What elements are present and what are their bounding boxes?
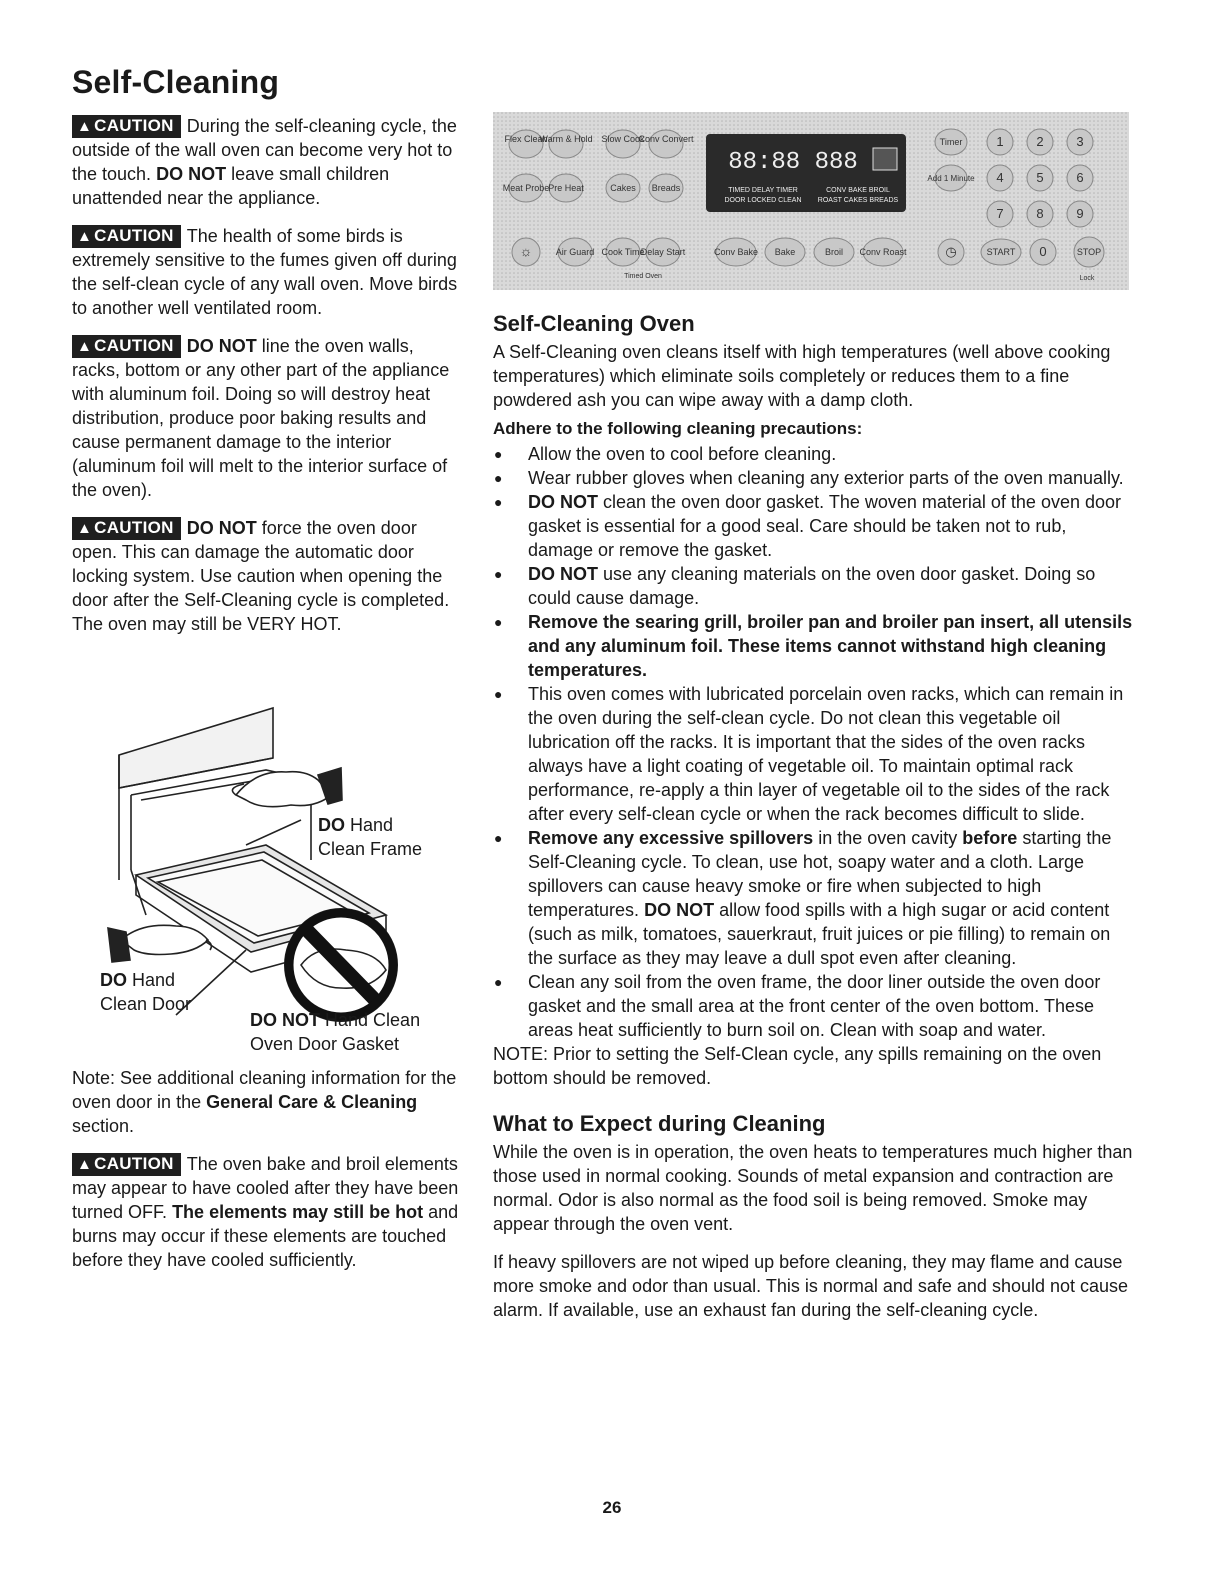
caution-paragraph-5: ▲ CAUTION The oven bake and broil elements may appear to have cooled after they have been turned OFF. The elements may still be hot and burns may occur if these elements are touched before they have cooled sufficiently. (72, 1154, 459, 1270)
svg-text:2: 2 (1036, 134, 1044, 149)
svg-text:Bake: Bake (774, 247, 796, 257)
list-item: ● DO NOT use any cleaning materials on the oven door gasket. Doing so could cause damage. (494, 564, 1096, 608)
page-title: Self-Cleaning (72, 64, 280, 100)
caution-badge: ▲ CAUTION (72, 335, 181, 358)
warning-triangle-icon: ▲ (77, 520, 93, 537)
door-note: Note: See additional cleaning information for the oven door in the General Care & Cleaning section. (72, 1068, 457, 1136)
svg-text:Timer: Timer (939, 137, 963, 147)
oven-intro: A Self-Cleaning oven cleans itself with high temperatures (well above cooking temperatures) which eliminate soils completely or reduces them to a fine powdered ash you can wipe away with a damp cloth. (493, 342, 1111, 410)
caution-badge: ▲ CAUTION (72, 115, 181, 138)
caution-paragraph-4: ▲ CAUTION DO NOT force the oven door open. This can damage the automatic door locking system. Use caution when opening the door after the Self-Cleaning cycle is completed. The oven may still be VERY HOT. (72, 518, 450, 634)
svg-text:Conv Convert: Conv Convert (638, 134, 694, 144)
svg-text:TIMED DELAY TIMER: TIMED DELAY TIMER (728, 187, 798, 194)
gasket-label: DO NOT Hand Clean Oven Door Gasket (250, 1010, 421, 1054)
svg-text:Add 1 Minute: Add 1 Minute (927, 174, 975, 183)
svg-text:DOOR LOCKED CLEAN: DOOR LOCKED CLEAN (724, 197, 802, 204)
page-number: 26 (602, 1498, 622, 1517)
svg-text:Cook Time: Cook Time (601, 247, 645, 257)
list-item: ● Clean any soil from the oven frame, the door liner outside the oven door gasket and the small area at the front center of the oven bottom. These areas heat sufficiently to burn soil on. Clean with soap and water. (494, 972, 1101, 1040)
svg-text:Conv Bake: Conv Bake (713, 247, 759, 257)
warning-triangle-icon: ▲ (77, 118, 93, 135)
section-heading-what-to-expect: What to Expect during Cleaning (493, 1111, 826, 1136)
svg-text:0: 0 (1039, 244, 1047, 259)
svg-text:Warm & Hold: Warm & Hold (539, 134, 593, 144)
svg-text:Delay Start: Delay Start (640, 247, 686, 257)
svg-text:CONV BAKE BROIL: CONV BAKE BROIL (826, 187, 890, 194)
svg-text:1: 1 (996, 134, 1004, 149)
svg-text:Lock: Lock (1079, 275, 1095, 282)
section-heading-self-cleaning-oven: Self-Cleaning Oven (493, 311, 695, 336)
clock-icon: ◷ (945, 244, 957, 259)
caution-paragraph-1: ▲ CAUTION During the self-cleaning cycle, the outside of the wall oven can become very hot to the touch. DO NOT leave small children unattended near the appliance. (72, 116, 457, 208)
control-panel-image (493, 112, 1129, 290)
svg-text:Meat Probe: Meat Probe (502, 183, 550, 193)
svg-text:5: 5 (1036, 170, 1044, 185)
svg-text:88:88 888: 88:88 888 (728, 149, 858, 176)
svg-text:Breads: Breads (651, 183, 681, 193)
list-item: ● This oven comes with lubricated porcelain oven racks, which can remain in the oven during the self-clean cycle. Do not clean this vegetable oil lubrication off the racks. It is important that the sides of the oven racks always have a light coating of vegetable oil. To maintain optimal rack performance, re-apply a thin layer of vegetable oil to the sides of the rack after every self-clean cycle or when the rack becomes difficult to slide. (494, 684, 1124, 824)
list-item: ● Allow the oven to cool before cleaning. (494, 444, 837, 464)
svg-text:7: 7 (996, 206, 1004, 221)
precautions-heading: Adhere to the following cleaning precautions: (493, 419, 863, 438)
light-icon: ☼ (519, 243, 533, 259)
right-column (493, 310, 1133, 1336)
caution-paragraph-3: ▲ CAUTION DO NOT line the oven walls, racks, bottom or any other part of the appliance with aluminum foil. Doing so will destroy heat distribution, produce poor baking results and cause permanent damage to the interior (aluminum foil will melt to the interior surface of the oven). (72, 336, 450, 500)
precautions-list (493, 442, 1133, 1042)
svg-text:3: 3 (1076, 134, 1084, 149)
svg-text:4: 4 (996, 170, 1004, 185)
warning-triangle-icon: ▲ (77, 1156, 93, 1173)
svg-text:9: 9 (1076, 206, 1084, 221)
expect-paragraph-2: If heavy spillovers are not wiped up before cleaning, they may flame and cause more smoke and odor than usual. This is normal and safe and should not cause alarm. If available, use an exhaust fan during the self-cleaning cycle. (493, 1252, 1129, 1320)
caution-badge: ▲ CAUTION (72, 517, 181, 540)
left-bottom (72, 1066, 468, 1286)
svg-text:6: 6 (1076, 170, 1084, 185)
list-item: ● Remove the searing grill, broiler pan and broiler pan insert, all utensils and any aluminum foil. These items cannot withstand high cleaning temperatures. (494, 612, 1133, 680)
svg-text:Pre Heat: Pre Heat (548, 183, 584, 193)
list-item: ● DO NOT clean the oven door gasket. The woven material of the oven door gasket is essential for a good seal. Care should be taken not to rub, damage or remove the gasket. (494, 492, 1122, 560)
caution-badge: ▲ CAUTION (72, 225, 181, 248)
frame-label: DO Hand Clean Frame (318, 815, 423, 859)
svg-text:Conv Roast: Conv Roast (859, 247, 907, 257)
svg-text:Slow Cook: Slow Cook (601, 134, 645, 144)
oven-cleaning-illustration (86, 700, 476, 1060)
svg-text:Flex Clean: Flex Clean (504, 134, 548, 144)
svg-text:Air Guard: Air Guard (555, 247, 595, 257)
list-item: ● Wear rubber gloves when cleaning any exterior parts of the oven manually. (494, 468, 1124, 488)
expect-paragraph-1: While the oven is in operation, the oven heats to temperatures much higher than those used in normal cooking. Sounds of metal expansion and contraction are normal. Odor is also normal as the food soil is being removed. Smoke may appear through the oven vent. (493, 1142, 1133, 1234)
list-item: ● Remove any excessive spillovers in the oven cavity before starting the Self-Cleaning cycle. To clean, use hot, soapy water and a cloth. Large spillovers can cause heavy smoke or fire when subjected to high temperatures. DO NOT allow food spills with a high sugar or acid content (such as milk, tomatoes, sauerkraut, fruit juices or pie filling) to remain on the surface as they may leave a dull spot even after cleaning. (494, 828, 1112, 968)
svg-text:8: 8 (1036, 206, 1044, 221)
warning-triangle-icon: ▲ (77, 228, 93, 245)
caution-paragraph-2: ▲ CAUTION The health of some birds is extremely sensitive to the fumes given off during the self-clean cycle of any wall oven. Move birds to another well ventilated room. (72, 226, 458, 318)
svg-text:ROAST CAKES BREADS: ROAST CAKES BREADS (817, 197, 899, 204)
svg-text:START: START (986, 247, 1016, 257)
caution-badge: ▲ CAUTION (72, 1153, 181, 1176)
svg-text:Broil: Broil (824, 247, 844, 257)
left-column (72, 114, 464, 650)
self-clean-note: NOTE: Prior to setting the Self-Clean cycle, any spills remaining on the oven bottom should be removed. (493, 1044, 1102, 1088)
svg-text:STOP: STOP (1076, 247, 1102, 257)
warning-triangle-icon: ▲ (77, 338, 93, 355)
door-label: DO Hand Clean Door (100, 970, 192, 1014)
svg-text:Cakes: Cakes (610, 183, 636, 193)
svg-text:Timed Oven: Timed Oven (624, 273, 662, 280)
control-panel (493, 112, 1129, 290)
